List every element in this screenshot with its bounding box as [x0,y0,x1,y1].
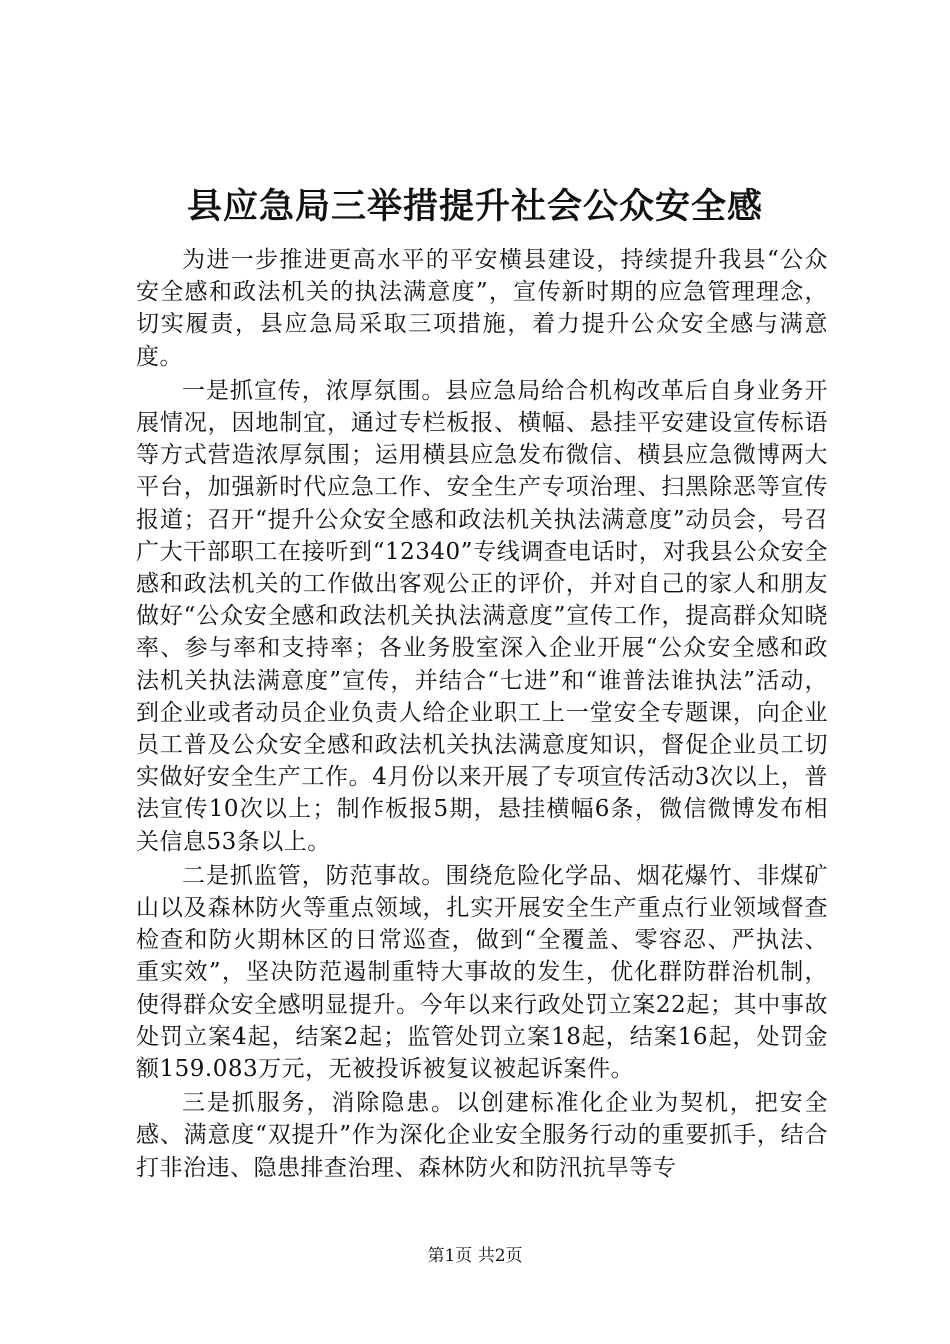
page-number-footer: 第1页 共2页 [427,1246,523,1266]
measure-one-paragraph: 一是抓宣传，浓厚氛围。县应急局给合机构改革后自身业务开展情况，因地制宜，通过专栏板报、横幅、悬挂平安建设宣传标语等方式营造浓厚氛围；运用横县应急发布微信、横县应急微博两大平台，加强新时代应急工作、安全生产专项治理、扫黑除恶等宣传报道；召开“提升公众安全感和政法机关执法满意度”动员会，号召广大干部职工在接听到“12340”专线调查电话时，对我县公众安全感和政法机关的工作做出客观公正的评价，并对自己的家人和朋友做好“公众安全感和政法机关执法满意度”宣传工作，提高群众知晓率、参与率和支持率；各业务股室深入企业开展“公众安全感和政法机关执法满意度”宣传，并结合“七进”和“谁普法谁执法”活动，到企业或者动员企业负责人给企业职工上一堂安全专题课，向企业员工普及公众安全感和政法机关执法满意度知识，督促企业员工切实做好安全生产工作。4月份以来开展了专项宣传活动3次以上，普法宣传10次以上；制作板报5期，悬挂横幅6条，微信微博发布相关信息53条以上。 [136,377,828,855]
measure-two-paragraph: 二是抓监管，防范事故。围绕危险化学品、烟花爆竹、非煤矿山以及森林防火等重点领域，扎实开展安全生产重点行业领域督查检查和防火期林区的日常巡查，做到“全覆盖、零容忍、严执法、重实效”，坚决防范遏制重特大事故的发生，优化群防群治机制，使得群众安全感明显提升。今年以来行政处罚立案22起；其中事故处罚立案4起，结案2起；监管处罚立案18起，结案16起，处罚金额159.083万元，无被投诉被复议被起诉案件。 [136,862,828,1083]
intro-paragraph: 为进一步推进更高水平的平安横县建设，持续提升我县“公众安全感和政法机关的执法满意度”，宣传新时期的应急管理理念，切实履责，县应急局采取三项措施，着力提升公众安全感与满意度。 [136,247,828,370]
document-title: 县应急局三举措提升社会公众安全感 [186,186,763,227]
measure-three-paragraph: 三是抓服务，消除隐患。以创建标准化企业为契机，把安全感、满意度“双提升”作为深化企业安全服务行动的重要抓手，结合打非治违、隐患排查治理、森林防火和防汛抗旱等专 [136,1090,828,1181]
document-body [136,244,828,1184]
